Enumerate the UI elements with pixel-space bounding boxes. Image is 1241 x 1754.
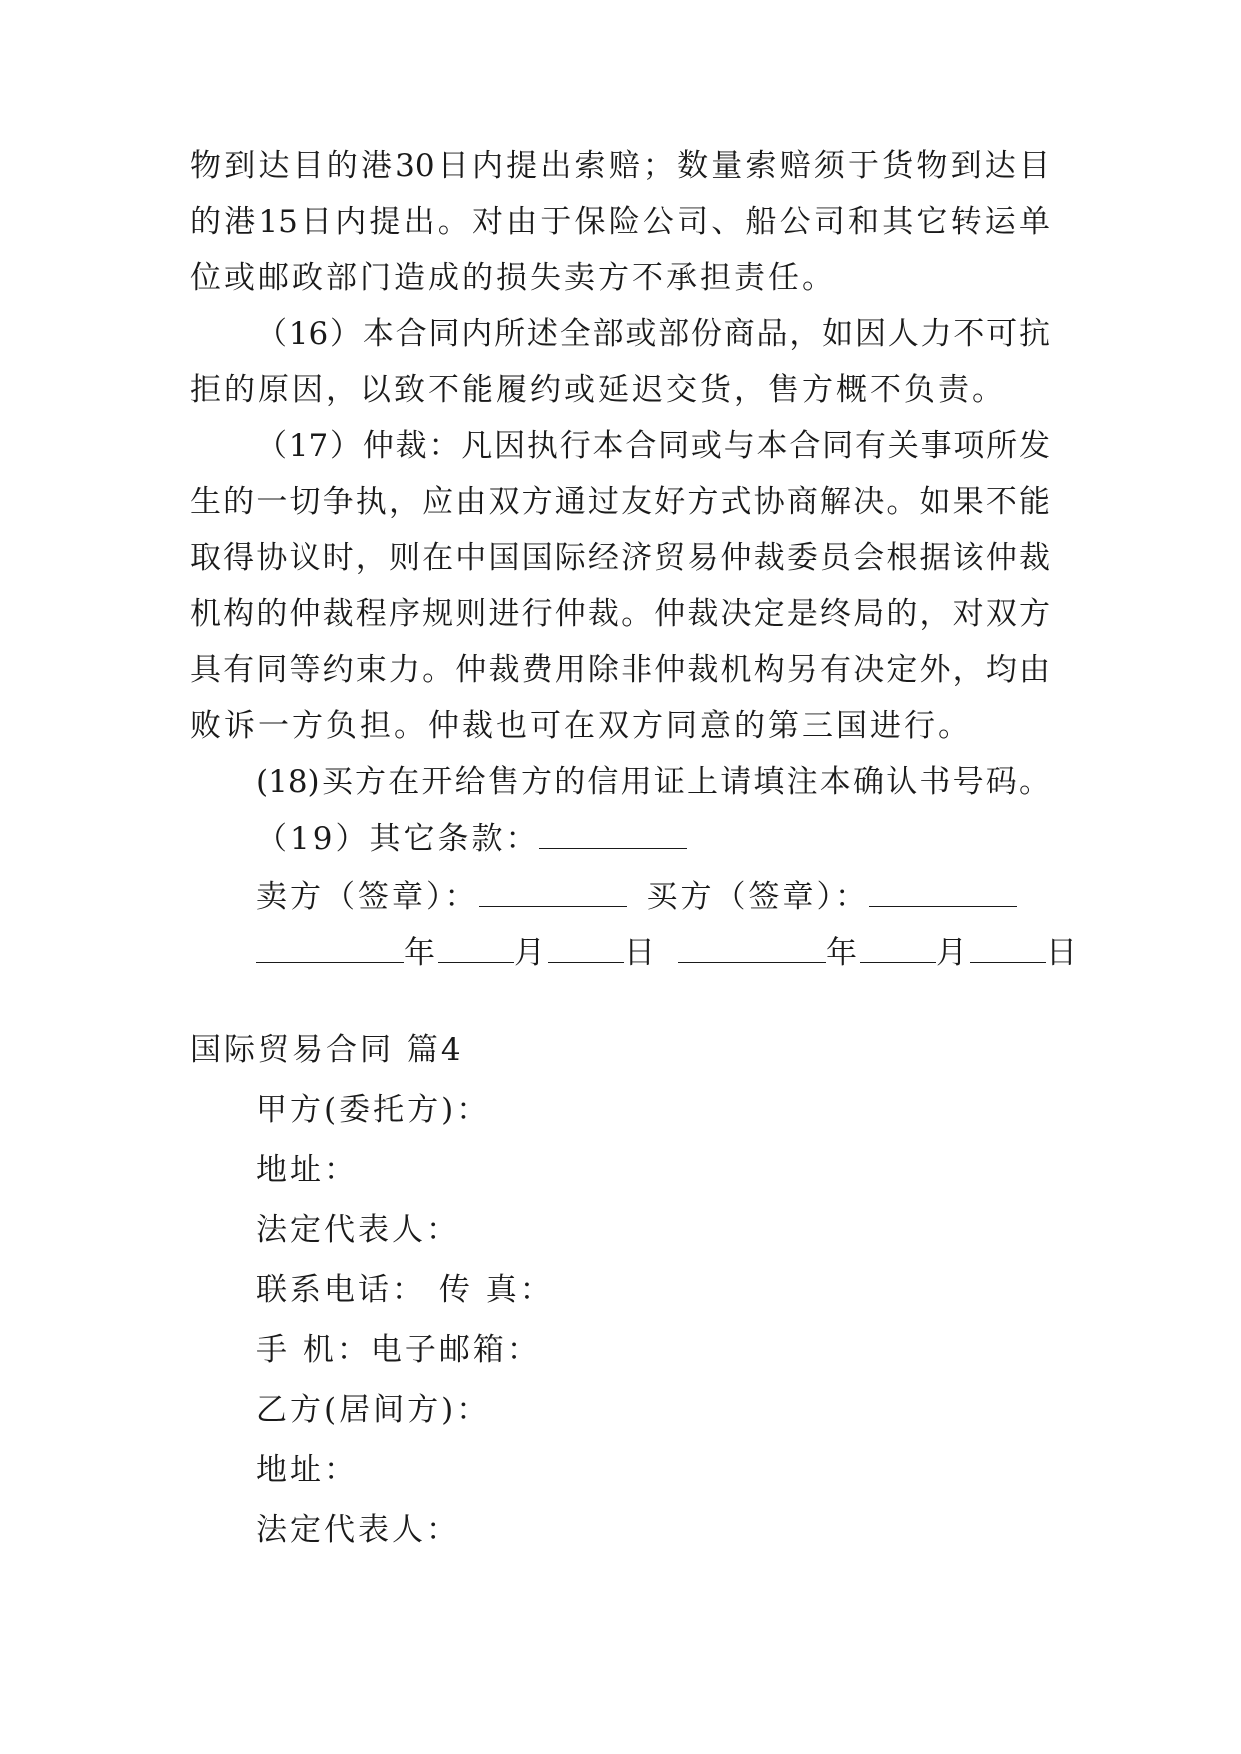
clause-17-line-2: 生的一切争执，应由双方通过友好方式协商解决。如果不能 (190, 484, 1050, 520)
party-a-phone-fax: 联系电话： 传 真： (256, 1272, 554, 1308)
seller-day-label: 日 (624, 935, 658, 971)
clause-16-line-2: 拒的原因，以致不能履约或延迟交货，售方概不负责。 (190, 372, 1006, 408)
clause-17-line-3: 取得协议时，则在中国国际经济贸易仲裁委员会根据该仲裁 (190, 540, 1050, 576)
clause-17-line-6: 败诉一方负担。仲裁也可在双方同意的第三国进行。 (190, 708, 972, 744)
buyer-sign-label: 买方（签章）： (646, 879, 869, 915)
clause-15-line-2: 的港15日内提出。对由于保险公司、船公司和其它转运单 (190, 204, 1050, 240)
buyer-month-label: 月 (936, 935, 970, 971)
seller-year-blank[interactable] (256, 932, 404, 963)
section-title: 国际贸易合同 篇4 (190, 1032, 464, 1068)
party-b-address: 地址： (256, 1452, 358, 1488)
clause-19 (256, 818, 687, 858)
signature-row (256, 876, 1017, 916)
buyer-day-label: 日 (1046, 935, 1080, 971)
seller-sign-label: 卖方（签章）： (256, 879, 479, 915)
other-terms-blank[interactable] (539, 818, 687, 849)
clause-17-line-5: 具有同等约束力。仲裁费用除非仲裁机构另有决定外，均由 (190, 652, 1050, 688)
seller-sign-blank[interactable] (479, 876, 627, 907)
clause-15-line-3: 位或邮政部门造成的损失卖方不承担责任。 (190, 260, 836, 296)
party-a-label: 甲方(委托方)： (256, 1092, 491, 1128)
clause-15-line-1: 物到达目的港30日内提出索赔；数量索赔须于货物到达目 (190, 148, 1050, 184)
seller-month-label: 月 (514, 935, 548, 971)
clause-16-line-1: （16）本合同内所述全部或部份商品，如因人力不可抗 (256, 316, 1050, 352)
buyer-year-label: 年 (826, 935, 860, 971)
clause-17-line-4: 机构的仲裁程序规则进行仲裁。仲裁决定是终局的，对双方 (190, 596, 1050, 632)
party-b-legal-rep: 法定代表人： (256, 1512, 460, 1548)
seller-day-blank[interactable] (548, 932, 624, 963)
clause-18: (18)买方在开给售方的信用证上请填注本确认书号码。 (256, 764, 1050, 800)
party-a-address: 地址： (256, 1152, 358, 1188)
buyer-sign-blank[interactable] (869, 876, 1017, 907)
buyer-month-blank[interactable] (860, 932, 936, 963)
clause-17-line-1: （17）仲裁：凡因执行本合同或与本合同有关事项所发 (256, 428, 1050, 464)
seller-month-blank[interactable] (438, 932, 514, 963)
date-row (256, 932, 1080, 972)
buyer-year-blank[interactable] (678, 932, 826, 963)
buyer-day-blank[interactable] (970, 932, 1046, 963)
seller-year-label: 年 (404, 935, 438, 971)
clause-19-label: （19）其它条款： (256, 821, 540, 857)
party-a-legal-rep: 法定代表人： (256, 1212, 460, 1248)
party-a-mobile-email: 手 机：电子邮箱： (256, 1332, 541, 1368)
party-b-label: 乙方(居间方)： (256, 1392, 491, 1428)
